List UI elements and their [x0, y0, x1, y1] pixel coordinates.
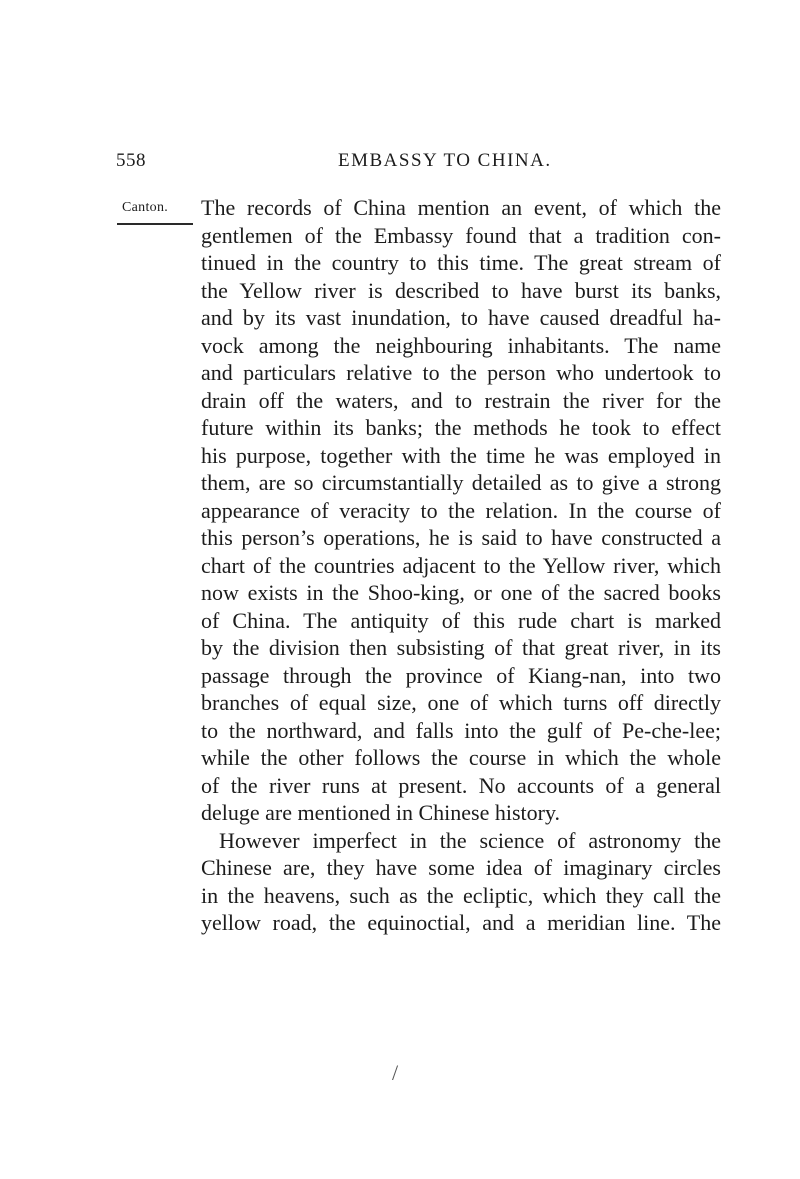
- text-line: of the river runs at present. No accounts of a general: [201, 772, 721, 798]
- text-line: and by its vast inundation, to have caused dreadful ha-: [201, 305, 721, 330]
- text-line: chart of the countries adjacent to the Yellow river, which: [201, 552, 721, 578]
- text-line: while the other follows the course in which the whole: [201, 745, 721, 770]
- text-line: now exists in the Shoo-king, or one of the sacred books: [201, 580, 721, 605]
- text-line: drain off the waters, and to restrain the river for the: [201, 387, 721, 413]
- text-line: The records of China mention an event, of which the: [201, 195, 721, 220]
- body-text: [201, 194, 721, 937]
- text-line: gentlemen of the Embassy found that a tradition con-: [201, 222, 721, 248]
- text-line: appearance of veracity to the relation. In the course of: [201, 497, 721, 523]
- text-line: to the northward, and falls into the gulf of Pe-che-lee;: [201, 717, 721, 743]
- text-line: branches of equal size, one of which turns off directly: [201, 690, 721, 715]
- text-line: in the heavens, such as the ecliptic, which they call the: [201, 882, 721, 908]
- text-line: them, are so circumstantially detailed as to give a strong: [201, 470, 721, 495]
- text-line: However imperfect in the science of astronomy the: [219, 827, 721, 853]
- text-line: future within its banks; the methods he took to effect: [201, 415, 721, 440]
- text-line: and particulars relative to the person who undertook to: [201, 360, 721, 385]
- text-line: by the division then subsisting of that great river, in its: [201, 635, 721, 660]
- margin-note: Canton.: [122, 200, 169, 215]
- page-number: 558: [116, 150, 146, 171]
- stray-mark: /: [392, 1060, 399, 1085]
- text-line: yellow road, the equinoctial, and a meridian line. The: [201, 910, 721, 935]
- text-line: the Yellow river is described to have burst its banks,: [201, 277, 721, 303]
- text-line: his purpose, together with the time he was employed in: [201, 442, 721, 468]
- text-line: Chinese are, they have some idea of imaginary circles: [201, 855, 721, 880]
- text-line: deluge are mentioned in Chinese history.: [201, 800, 561, 825]
- paragraph-2: [201, 827, 721, 937]
- text-line: vock among the neighbouring inhabitants. The name: [201, 332, 721, 358]
- page-header: [116, 150, 716, 180]
- text-line: of China. The antiquity of this rude chart is marked: [201, 607, 721, 633]
- text-line: this person’s operations, he is said to have constructed a: [201, 525, 721, 550]
- margin-rule: [117, 223, 193, 225]
- text-line: tinued in the country to this time. The great stream of: [201, 250, 721, 275]
- text-line: passage through the province of Kiang-nan, into two: [201, 662, 721, 688]
- paragraph-1: [201, 194, 721, 827]
- running-title: EMBASSY TO CHINA.: [338, 150, 552, 171]
